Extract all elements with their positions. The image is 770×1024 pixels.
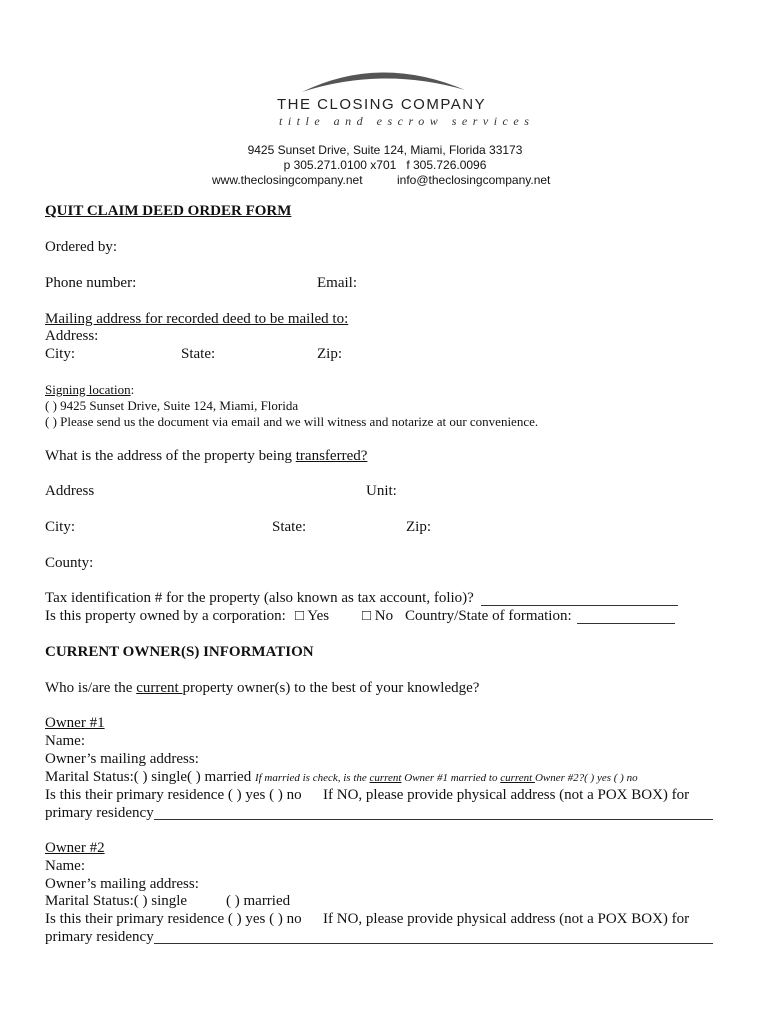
tax-id-label: Tax identification # for the property (also known as tax account, folio)? [45, 590, 474, 606]
property-question-transferred: transferred? [295, 448, 368, 464]
owners-question-post: property owner(s) to the best of your knowledge? [182, 680, 480, 696]
property-county-label: County: [45, 555, 94, 571]
property-unit-label: Unit: [366, 483, 397, 499]
signing-location-heading [45, 382, 134, 398]
owner2-heading: Owner #2 [45, 840, 105, 856]
property-address-label: Address [45, 483, 95, 499]
owner1-residency-field[interactable] [154, 807, 713, 820]
mailing-address-label: Address: [45, 328, 99, 344]
country-state-formation-field[interactable] [577, 611, 675, 624]
mailing-city-label: City: [45, 346, 76, 362]
owner2-residency-label: primary residency [45, 929, 154, 945]
signing-option-email[interactable]: ( ) Please send us the document via email and we will witness and notarize at our convenience. [45, 414, 539, 429]
owner1-note-current-2: current [500, 772, 535, 784]
current-owners-heading: CURRENT OWNER(S) INFORMATION [45, 644, 314, 660]
property-question-text: What is the address of the property being [45, 448, 296, 464]
mailing-state-label: State: [181, 346, 216, 362]
property-state-label: State: [272, 519, 307, 535]
owner2-marital-married[interactable]: ( ) married [226, 893, 291, 909]
owner1-if-no-label: If NO, please provide physical address (not a POX BOX) for [323, 787, 690, 803]
corporation-yes-checkbox[interactable]: □ Yes [295, 608, 330, 624]
owner1-note-current-1: current [369, 772, 402, 784]
signing-location-colon: : [130, 382, 135, 397]
corporation-no-checkbox[interactable]: □ No [362, 608, 394, 624]
company-name: THE CLOSING COMPANY [277, 96, 487, 113]
company-email-link[interactable]: info@theclosingcompany.net [397, 173, 551, 187]
owner2-mailing-label: Owner’s mailing address: [45, 876, 199, 892]
owner2-marital-single[interactable]: Marital Status:( ) single [45, 893, 188, 909]
logo-swoosh-icon [300, 62, 470, 94]
corporation-question: Is this property owned by a corporation: [45, 608, 286, 624]
owner1-note-post: Owner #2?( ) yes ( ) no [534, 772, 638, 784]
owner1-marital-status[interactable] [45, 769, 638, 786]
owner2-name-label: Name: [45, 858, 85, 874]
owner1-name-label: Name: [45, 733, 85, 749]
property-zip-label: Zip: [406, 519, 431, 535]
form-title: QUIT CLAIM DEED ORDER FORM [45, 203, 292, 219]
owner1-residency-label: primary residency [45, 805, 154, 821]
company-website-link[interactable]: www.theclosingcompany.net [212, 173, 363, 187]
company-address: 9425 Sunset Drive, Suite 124, Miami, Florida 33173 [247, 143, 523, 157]
owners-question-pre: Who is/are the [45, 680, 137, 696]
company-tagline: title and escrow services [279, 114, 535, 128]
owner2-if-no-label: If NO, please provide physical address (not a POX BOX) for [323, 911, 690, 927]
owner2-residency-field[interactable] [154, 931, 713, 944]
owner1-mailing-label: Owner’s mailing address: [45, 751, 199, 767]
property-city-label: City: [45, 519, 76, 535]
owner2-primary-residence[interactable]: Is this their primary residence ( ) yes ( ) no [45, 911, 302, 927]
signing-location-label: Signing location [45, 382, 131, 397]
owner1-note-pre: If married is check, is the [254, 772, 370, 784]
owner1-marital-options[interactable]: Marital Status:( ) single( ) married [45, 769, 252, 785]
tax-id-field[interactable] [481, 593, 678, 606]
owner1-married-note[interactable] [255, 772, 638, 784]
email-label: Email: [317, 275, 357, 291]
owners-question [45, 680, 479, 697]
owner1-note-mid: Owner #1 married to [401, 772, 501, 784]
mailing-address-heading: Mailing address for recorded deed to be mailed to: [45, 311, 349, 327]
owner1-primary-residence[interactable]: Is this their primary residence ( ) yes ( ) no [45, 787, 302, 803]
mailing-zip-label: Zip: [317, 346, 342, 362]
country-state-formation-label: Country/State of formation: [405, 608, 572, 624]
property-question [45, 448, 367, 465]
owners-question-current: current [136, 680, 183, 696]
ordered-by-label: Ordered by: [45, 239, 118, 255]
company-phone-fax: p 305.271.0100 x701 f 305.726.0096 [283, 158, 487, 172]
phone-number-label: Phone number: [45, 275, 137, 291]
signing-option-office[interactable]: ( ) 9425 Sunset Drive, Suite 124, Miami, Florida [45, 398, 299, 413]
owner1-heading: Owner #1 [45, 715, 105, 731]
